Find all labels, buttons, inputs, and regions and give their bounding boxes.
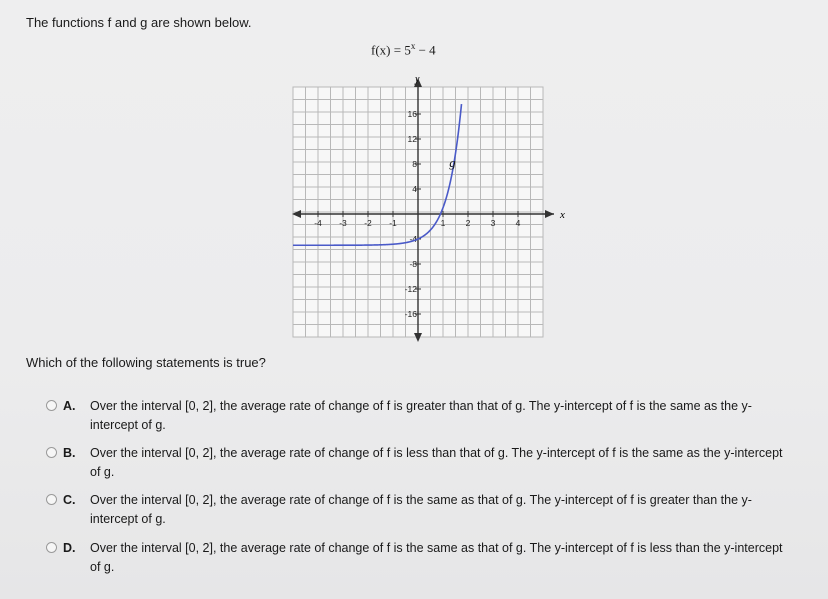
x-tick-label: -4: [314, 218, 322, 228]
x-axis-arrow-right: [545, 210, 554, 218]
y-tick-label: 8: [412, 159, 417, 169]
choice-d-letter: D.: [63, 541, 76, 555]
y-tick-label: -12: [404, 284, 417, 294]
x-tick-label: -2: [364, 218, 372, 228]
choice-b-radio[interactable]: [46, 447, 57, 458]
x-axis-label: x: [560, 209, 565, 221]
y-tick-label: 4: [412, 184, 417, 194]
formula-rest: − 4: [415, 42, 436, 58]
choice-c-text: Over the interval [0, 2], the average rate of change of f is the same as that of g. The y-intercept of f is greater than the y-intercept of g.: [90, 493, 752, 526]
y-tick-label: -4: [409, 234, 417, 244]
choice-d-radio[interactable]: [46, 542, 57, 553]
choice-b-letter: B.: [63, 446, 76, 460]
choice-b-text: Over the interval [0, 2], the average rate of change of f is less than that of g. The y-intercept of f is the same as the y-intercept of g.: [90, 446, 783, 479]
function-formula: [371, 41, 436, 58]
y-axis-label: y: [415, 74, 420, 85]
y-tick-label: -16: [404, 309, 417, 319]
x-tick-label: 3: [490, 218, 496, 228]
choice-c-radio[interactable]: [46, 494, 57, 505]
curve-g-label: g: [449, 155, 456, 171]
choice-a-text: Over the interval [0, 2], the average rate of change of f is greater than that of g. The y-intercept of f is the same as the y-intercept of g.: [90, 399, 752, 432]
formula-exponent: x: [410, 41, 416, 51]
x-tick-label: 1: [440, 218, 446, 228]
question-text: Which of the following statements is true?: [26, 355, 266, 370]
x-tick-label: -1: [389, 218, 397, 228]
formula-lhs: f(x) = 5: [371, 42, 411, 58]
x-tick-label: 4: [515, 218, 521, 228]
choice-a-letter: A.: [63, 399, 76, 413]
y-tick-label: 12: [407, 134, 417, 144]
y-tick-label: -8: [409, 259, 417, 269]
function-graph: [288, 72, 568, 352]
y-tick-label: 16: [407, 109, 417, 119]
x-tick-label: -3: [339, 218, 347, 228]
choice-a-radio[interactable]: [46, 400, 57, 411]
choice-c-letter: C.: [63, 493, 76, 507]
choice-d-text: Over the interval [0, 2], the average rate of change of f is the same as that of g. The y-intercept of f is less than the y-intercept of g.: [90, 541, 783, 574]
question-prompt: The functions f and g are shown below.: [26, 15, 252, 30]
x-tick-label: 2: [465, 218, 471, 228]
